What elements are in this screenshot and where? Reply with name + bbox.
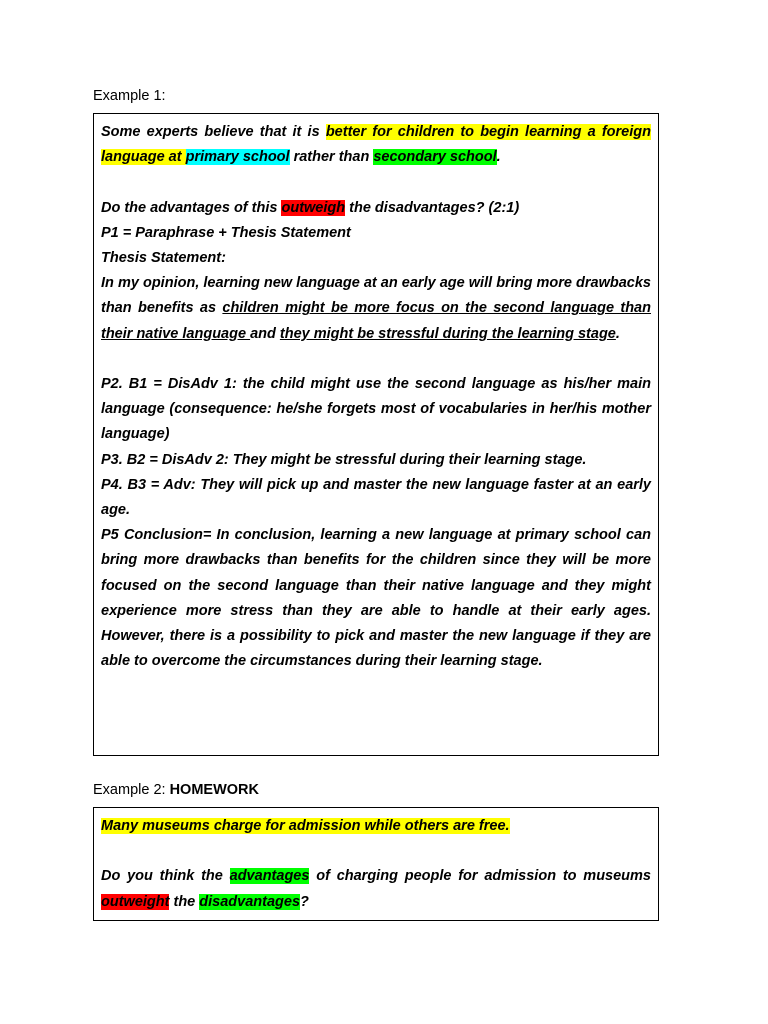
example-2-label: Example 2: <box>93 782 170 798</box>
question-text: . <box>496 149 501 166</box>
task-text: Do the advantages of this <box>101 199 282 216</box>
thesis-text: and <box>250 325 280 342</box>
homework-statement <box>101 814 651 839</box>
task-text: Do you think the <box>101 868 230 885</box>
p4-body-3: P4. B3 = Adv: They will pick up and master the new language faster at an early age. <box>101 476 651 519</box>
example-1-heading: Example 1: <box>93 88 166 104</box>
thesis-label: Thesis Statement: <box>101 250 226 266</box>
primary-school-highlight: primary school <box>185 149 290 166</box>
thesis-statement <box>101 271 651 347</box>
thesis-text: In my opinion, learning new language at an early age will bring more drawbacks than benefits as <box>101 275 651 317</box>
homework-label: HOMEWORK <box>169 782 259 798</box>
example-2-box <box>93 807 659 921</box>
essay-question <box>101 120 651 170</box>
secondary-school-highlight: secondary school <box>373 149 497 166</box>
p3-body-2: P3. B2 = DisAdv 2: They might be stressful during their learning stage. <box>101 451 587 468</box>
outweight-highlight: outweight <box>101 893 170 910</box>
advantages-highlight: advantages <box>229 868 310 885</box>
question-text: Some experts believe that it is <box>101 124 326 140</box>
p5-conclusion: P5 Conclusion= In conclusion, learning a new language at primary school can bring more drawbacks than benefits for the children since they will be more focused on the second language than their native language and they might experience more stress than they are able to handle at their early ages. However, there is a possibility to pick and master the new language if they are able to overcome the circumstances during their learning stage. <box>101 527 651 670</box>
question-highlight-space <box>182 149 186 165</box>
disadvantages-highlight: disadvantages <box>199 893 301 910</box>
task-text: of charging people for admission to museums <box>309 868 652 885</box>
p1-title: P1 = Paraphrase + Thesis Statement <box>101 224 351 241</box>
p2-body-1: P2. B1 = DisAdv 1: the child might use the second language as his/her main language (consequence: he/she forgets most of vocabularies in her/his mother language) <box>101 376 651 443</box>
essay-task <box>101 196 651 221</box>
example-1-box <box>93 113 659 756</box>
question-highlight: better for children to begin learning a foreign language at <box>101 124 651 166</box>
thesis-text: . <box>615 325 620 342</box>
task-text: ? <box>300 893 309 910</box>
homework-task <box>101 864 651 914</box>
task-text: the disadvantages? (2:1) <box>345 199 520 216</box>
task-text: the <box>169 893 200 910</box>
statement-highlight: Many museums charge for admission while others are free. <box>101 818 510 834</box>
question-text: rather than <box>289 149 374 166</box>
example-2-heading <box>93 781 259 799</box>
thesis-underlined-reason-1: children might be more focus on the second language than their native language <box>101 300 651 342</box>
thesis-underlined-reason-2: they might be stressful during the learning stage <box>279 325 616 342</box>
outweigh-highlight: outweigh <box>281 199 346 216</box>
